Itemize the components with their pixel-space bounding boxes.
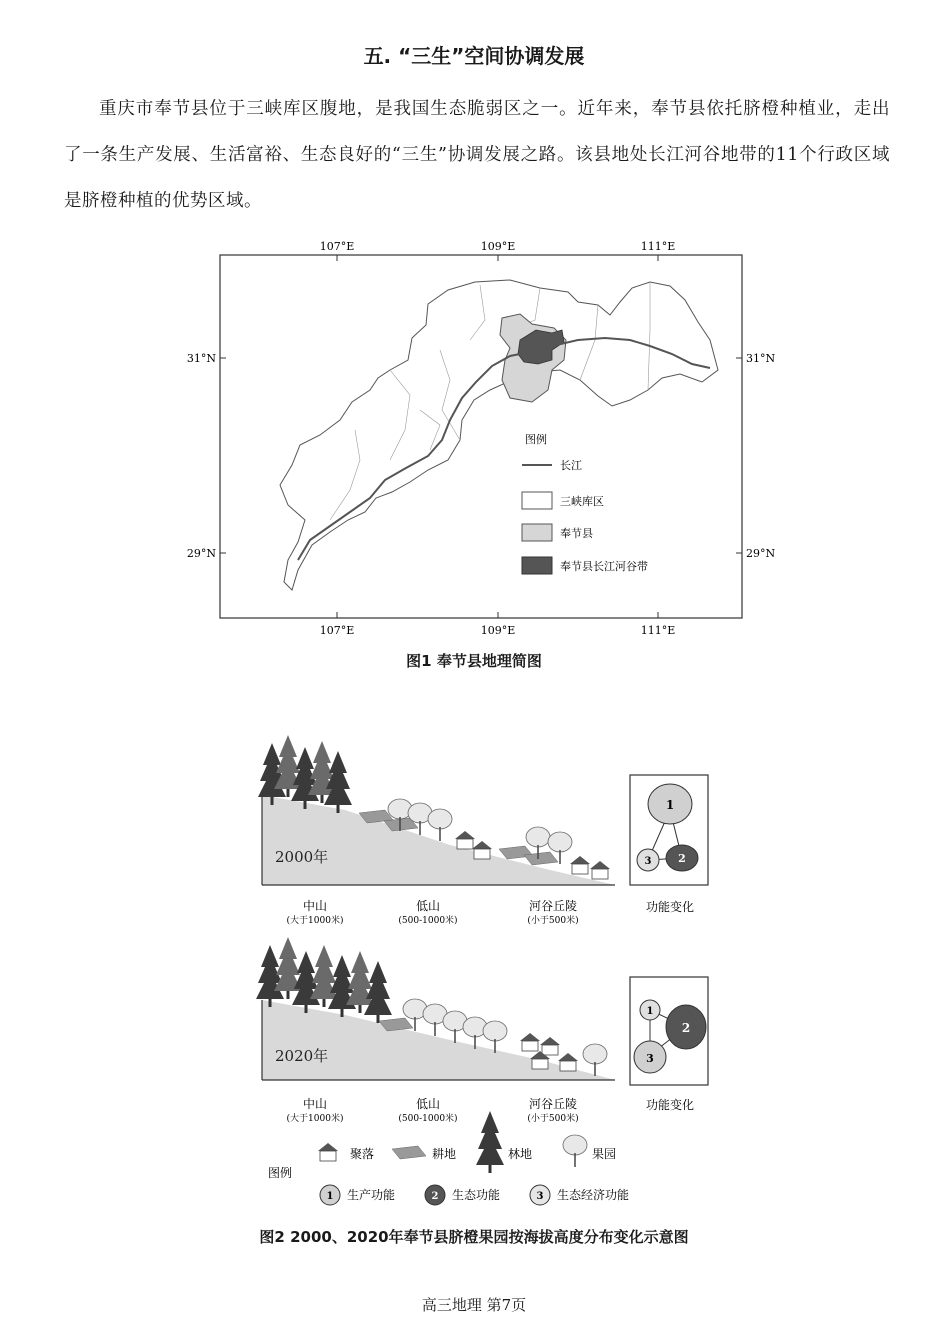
forest-2000 (258, 735, 352, 813)
legend-farmland-icon (392, 1146, 426, 1159)
legend-fn3-label: 生态经济功能 (557, 1188, 630, 1202)
function-box-2020 (630, 977, 708, 1085)
zone-2000-mid-mountain-range: (大于1000米) (286, 916, 344, 926)
legend-valley-label: 奉节县长江河谷带 (560, 560, 648, 573)
fn-2000-circle-3: 3 (644, 856, 652, 867)
legend-fn1-num: 1 (326, 1191, 334, 1202)
function-change-2020-label: 功能变化 (645, 1098, 695, 1112)
legend-settlement-icon (318, 1143, 338, 1161)
fn-2000-circle-1: 1 (665, 798, 675, 812)
fn-2000-circle-2: 2 (678, 852, 686, 865)
function-change-2000-label: 功能变化 (645, 900, 695, 914)
legend-settlement-label: 聚落 (350, 1147, 375, 1161)
section-heading: 五. “三生”空间协调发展 (363, 44, 585, 68)
figure1-caption: 图1 奉节县地理简图 (406, 652, 542, 670)
zone-2020-mid-mountain-range: (大于1000米) (286, 1114, 344, 1124)
legend-forest-icon (476, 1111, 504, 1173)
zone-2020-valley-hills: 河谷丘陵 (528, 1097, 578, 1111)
legend-reservoir-swatch (522, 492, 552, 509)
top-label-107: 107°E (319, 240, 355, 253)
zone-2020-valley-hills-range: (小于500米) (527, 1114, 579, 1124)
legend-reservoir-label: 三峡库区 (560, 495, 604, 508)
panel-2020 (256, 937, 615, 1080)
legend-valley-swatch (522, 557, 552, 574)
legend-fn3-num: 3 (536, 1191, 544, 1202)
legend-fn2-num: 2 (431, 1191, 439, 1202)
legend-fn1-label: 生产功能 (347, 1188, 396, 1202)
zone-2020-mid-mountain: 中山 (302, 1097, 328, 1111)
zone-2020-low-mountain-range: (500-1000米) (398, 1114, 458, 1124)
legend-fn2-label: 生态功能 (452, 1188, 501, 1202)
top-label-109: 109°E (480, 240, 516, 253)
right-label-29: 29°N (746, 547, 776, 560)
figure2-caption: 图2 2000、2020年奉节县脐橙果园按海拔高度分布变化示意图 (259, 1228, 689, 1246)
fn-2020-circle-1: 1 (646, 1006, 654, 1017)
figure2-diagram (250, 725, 720, 1215)
figure1-map (180, 230, 780, 640)
legend-farmland-label: 耕地 (432, 1147, 457, 1161)
zone-2000-low-mountain-range: (500-1000米) (398, 916, 458, 926)
zone-2020-low-mountain: 低山 (415, 1097, 441, 1111)
bottom-label-109: 109°E (480, 624, 516, 637)
function-box-2000 (630, 775, 708, 885)
top-label-111: 111°E (640, 240, 676, 253)
legend-fengjie-label: 奉节县 (560, 527, 593, 540)
legend-fengjie-swatch (522, 524, 552, 541)
map-legend-title: 图例 (525, 433, 547, 446)
right-label-31: 31°N (746, 352, 776, 365)
legend-forest-label: 林地 (508, 1147, 533, 1161)
zone-2000-low-mountain: 低山 (415, 899, 441, 913)
zone-2000-mid-mountain: 中山 (302, 899, 328, 913)
legend-orchard-icon (563, 1135, 587, 1167)
fig2-legend-title: 图例 (268, 1166, 293, 1180)
zone-2000-valley-hills-range: (小于500米) (527, 916, 579, 926)
fn-2020-circle-3: 3 (646, 1052, 654, 1065)
year-2000-label: 2000年 (275, 848, 329, 866)
zone-2000-valley-hills: 河谷丘陵 (528, 899, 578, 913)
fn-2020-circle-2: 2 (681, 1021, 691, 1035)
left-label-29: 29°N (186, 547, 216, 560)
bottom-label-111: 111°E (640, 624, 676, 637)
year-2020-label: 2020年 (275, 1047, 329, 1065)
legend-orchard-label: 果园 (592, 1147, 617, 1161)
page-footer: 高三地理 第7页 (421, 1296, 527, 1314)
panel-2000 (258, 735, 615, 885)
bottom-label-107: 107°E (319, 624, 355, 637)
intro-paragraph: 重庆市奉节县位于三峡库区腹地，是我国生态脆弱区之一。近年来，奉节县依托脐橙种植业，走出了一条生产发展、生活富裕、生态良好的“三生”协调发展之路。该县地处长江河谷地带的11个行政区域是脐橙种植的优势区域。 (64, 99, 890, 211)
left-label-31: 31°N (186, 352, 216, 365)
legend-river-label: 长江 (560, 459, 582, 472)
